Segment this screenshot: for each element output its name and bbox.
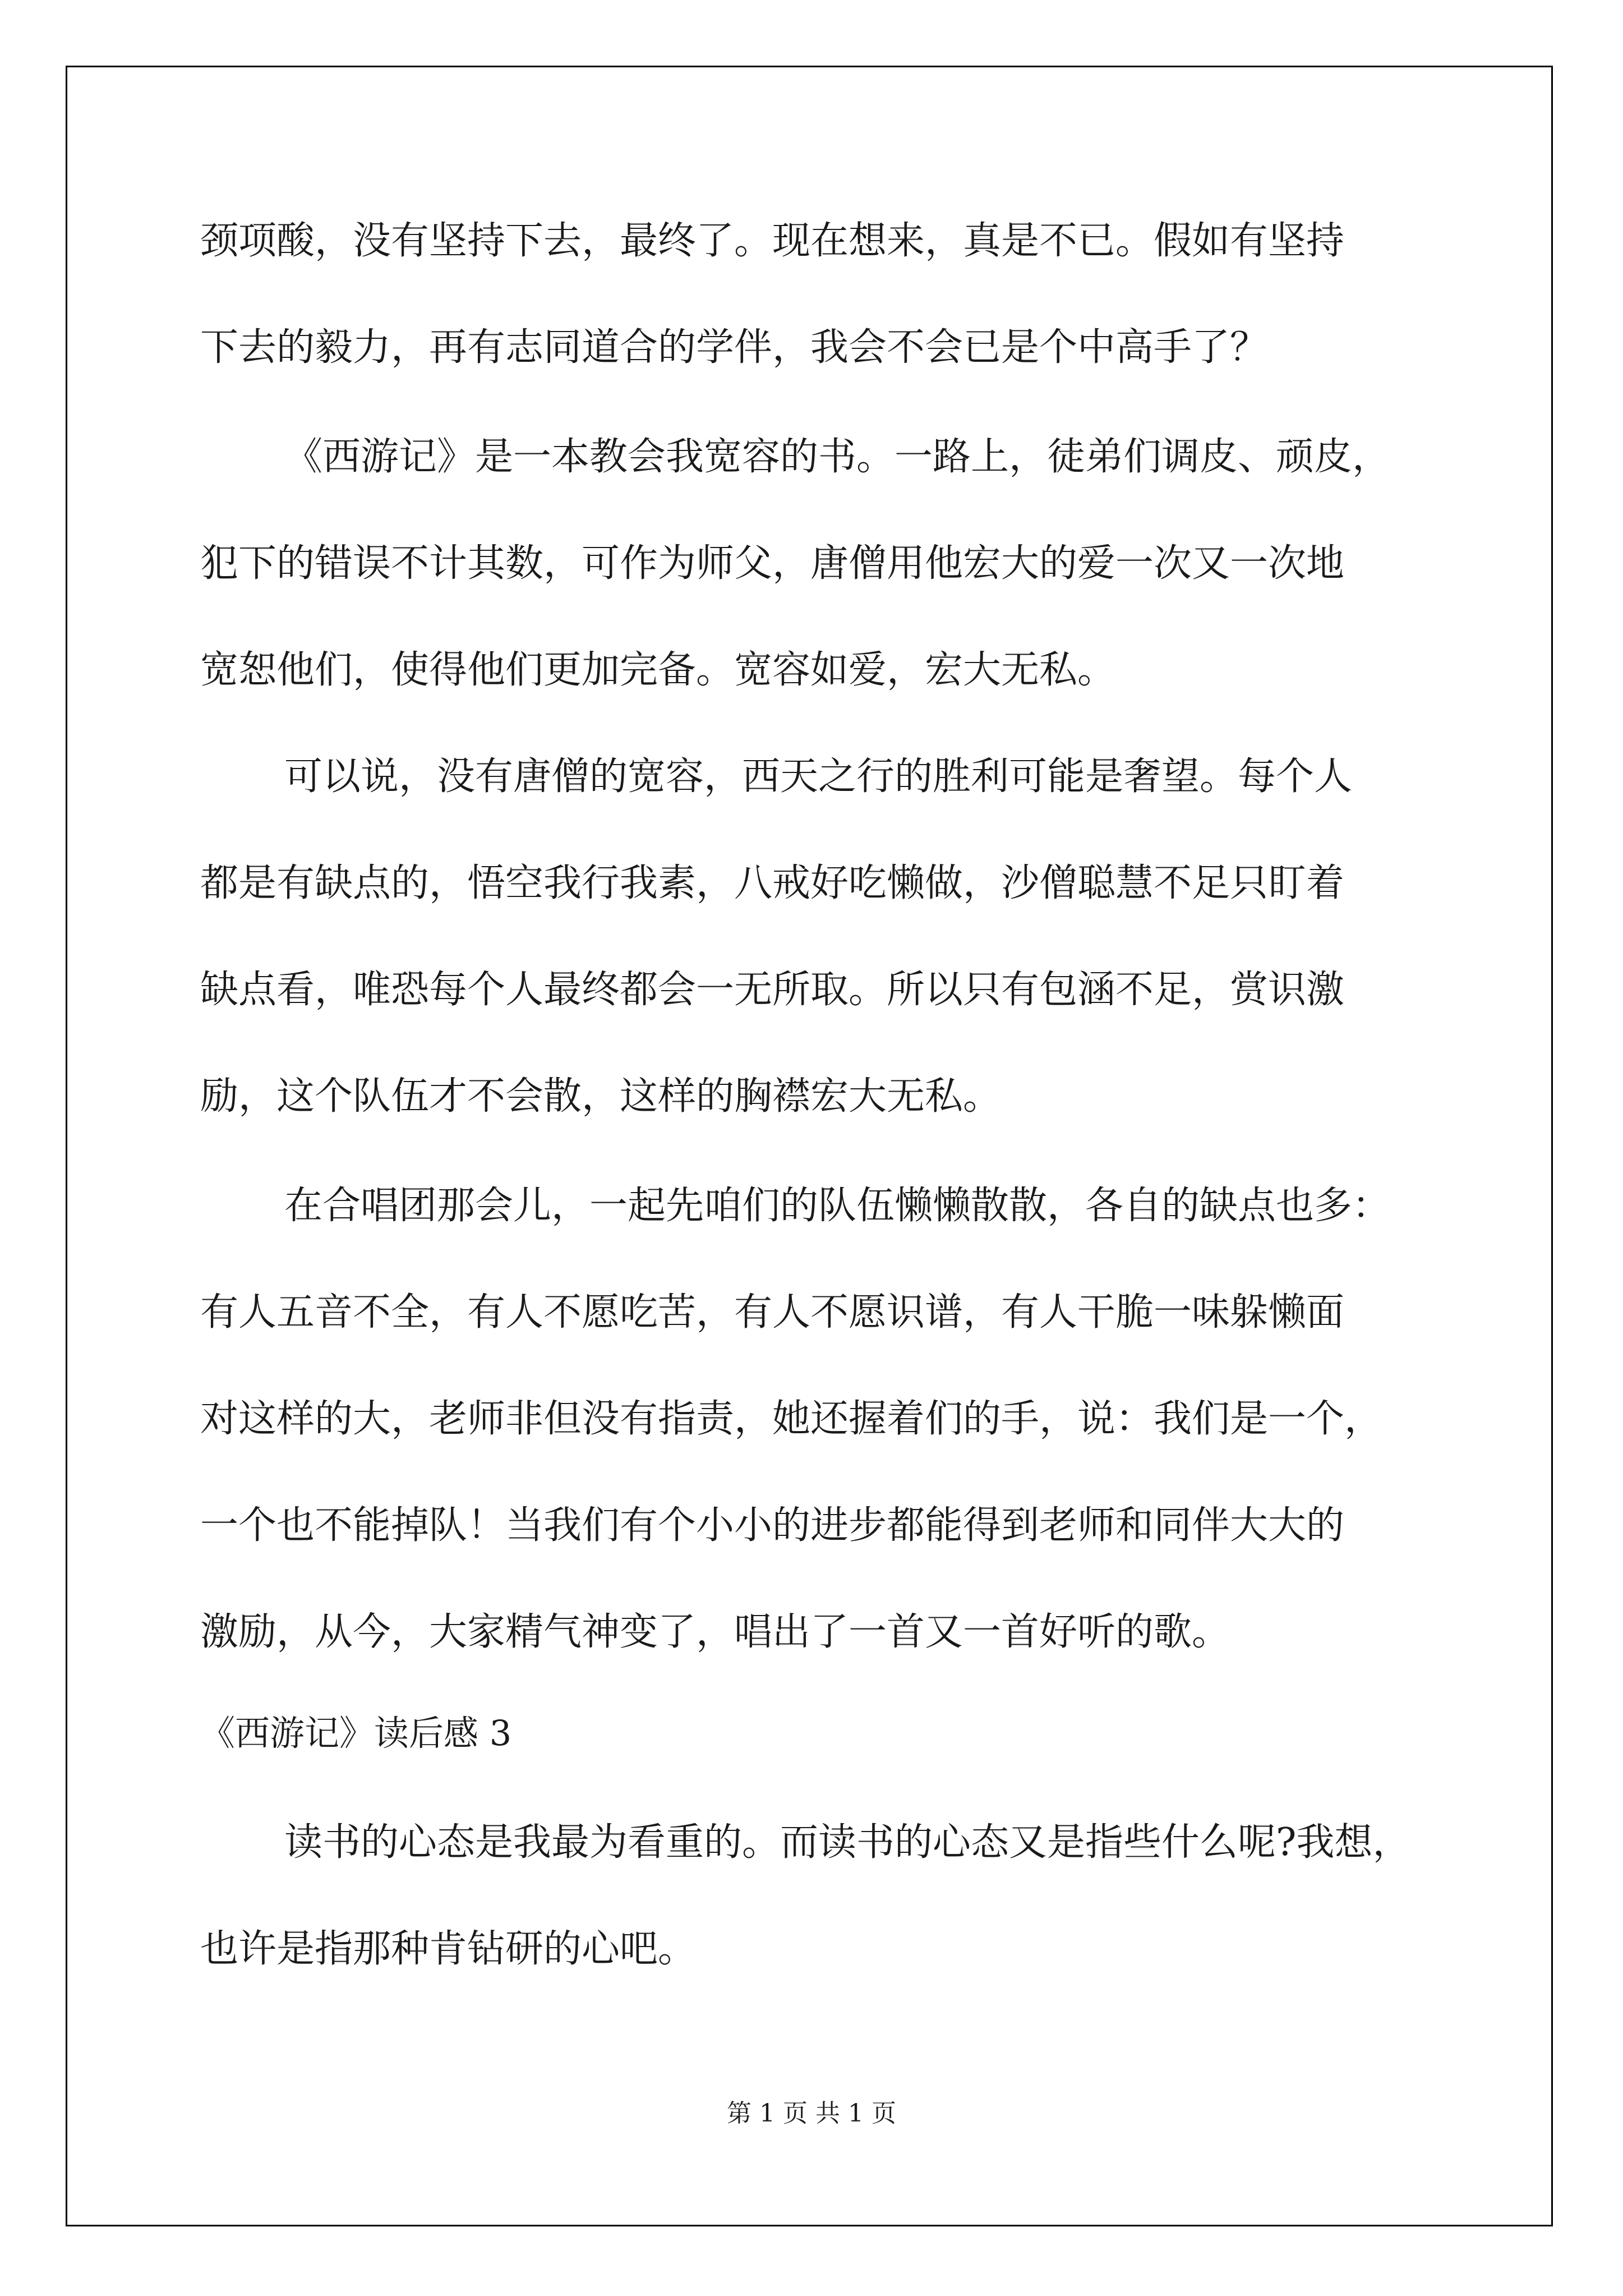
text-line: 宽恕他们，使得他们更加完备。宽容如爱，宏大无私。	[200, 648, 1116, 692]
text-line: 缺点看，唯恐每个人最终都会一无所取。所以只有包涵不足，赏识激	[200, 968, 1345, 1012]
page-number-footer: 第 1 页 共 1 页	[727, 2099, 896, 2128]
text-line: 也许是指那种肯钻研的心吧。	[200, 1927, 697, 1971]
text-line: 都是有缺点的，悟空我行我素，八戒好吃懒做，沙僧聪慧不足只盯着	[200, 861, 1345, 905]
text-line: 颈项酸，没有坚持下去，最终了。现在想来，真是不已。假如有坚持	[200, 219, 1345, 263]
text-line: 励，这个队伍才不会散，这样的胸襟宏大无私。	[200, 1074, 1002, 1119]
text-line: 犯下的错误不计其数，可作为师父，唐僧用他宏大的爱一次又一次地	[200, 541, 1345, 586]
text-line: 下去的毅力，再有志同道合的学伴，我会不会已是个中高手了？	[200, 325, 1269, 370]
paragraph-start-line: 可以说，没有唐僧的宽容，西天之行的胜利可能是奢望。每个人	[284, 754, 1353, 799]
text-line: 一个也不能掉队！当我们有个小小的进步都能得到老师和同伴大大的	[200, 1503, 1345, 1548]
paragraph-start-line: 在合唱团那会儿，一起先咱们的队伍懒懒散散，各自的缺点也多：	[284, 1184, 1391, 1228]
paragraph-start-line: 读书的心态是我最为看重的。而读书的心态又是指些什么呢?我想，	[284, 1820, 1411, 1865]
text-line: 有人五音不全，有人不愿吃苦，有人不愿识谱，有人干脆一味躲懒面	[200, 1290, 1345, 1335]
paragraph-start-line: 《西游记》是一本教会我宽容的书。一路上，徒弟们调皮、顽皮，	[284, 435, 1391, 479]
section-heading: 《西游记》读后感 3	[200, 1713, 512, 1754]
page-border	[66, 66, 1553, 2226]
text-line: 对这样的大，老师非但没有指责，她还握着们的手，说：我们是一个，	[200, 1397, 1383, 1441]
text-line: 激励，从今，大家精气神变了，唱出了一首又一首好听的歌。	[200, 1610, 1230, 1654]
